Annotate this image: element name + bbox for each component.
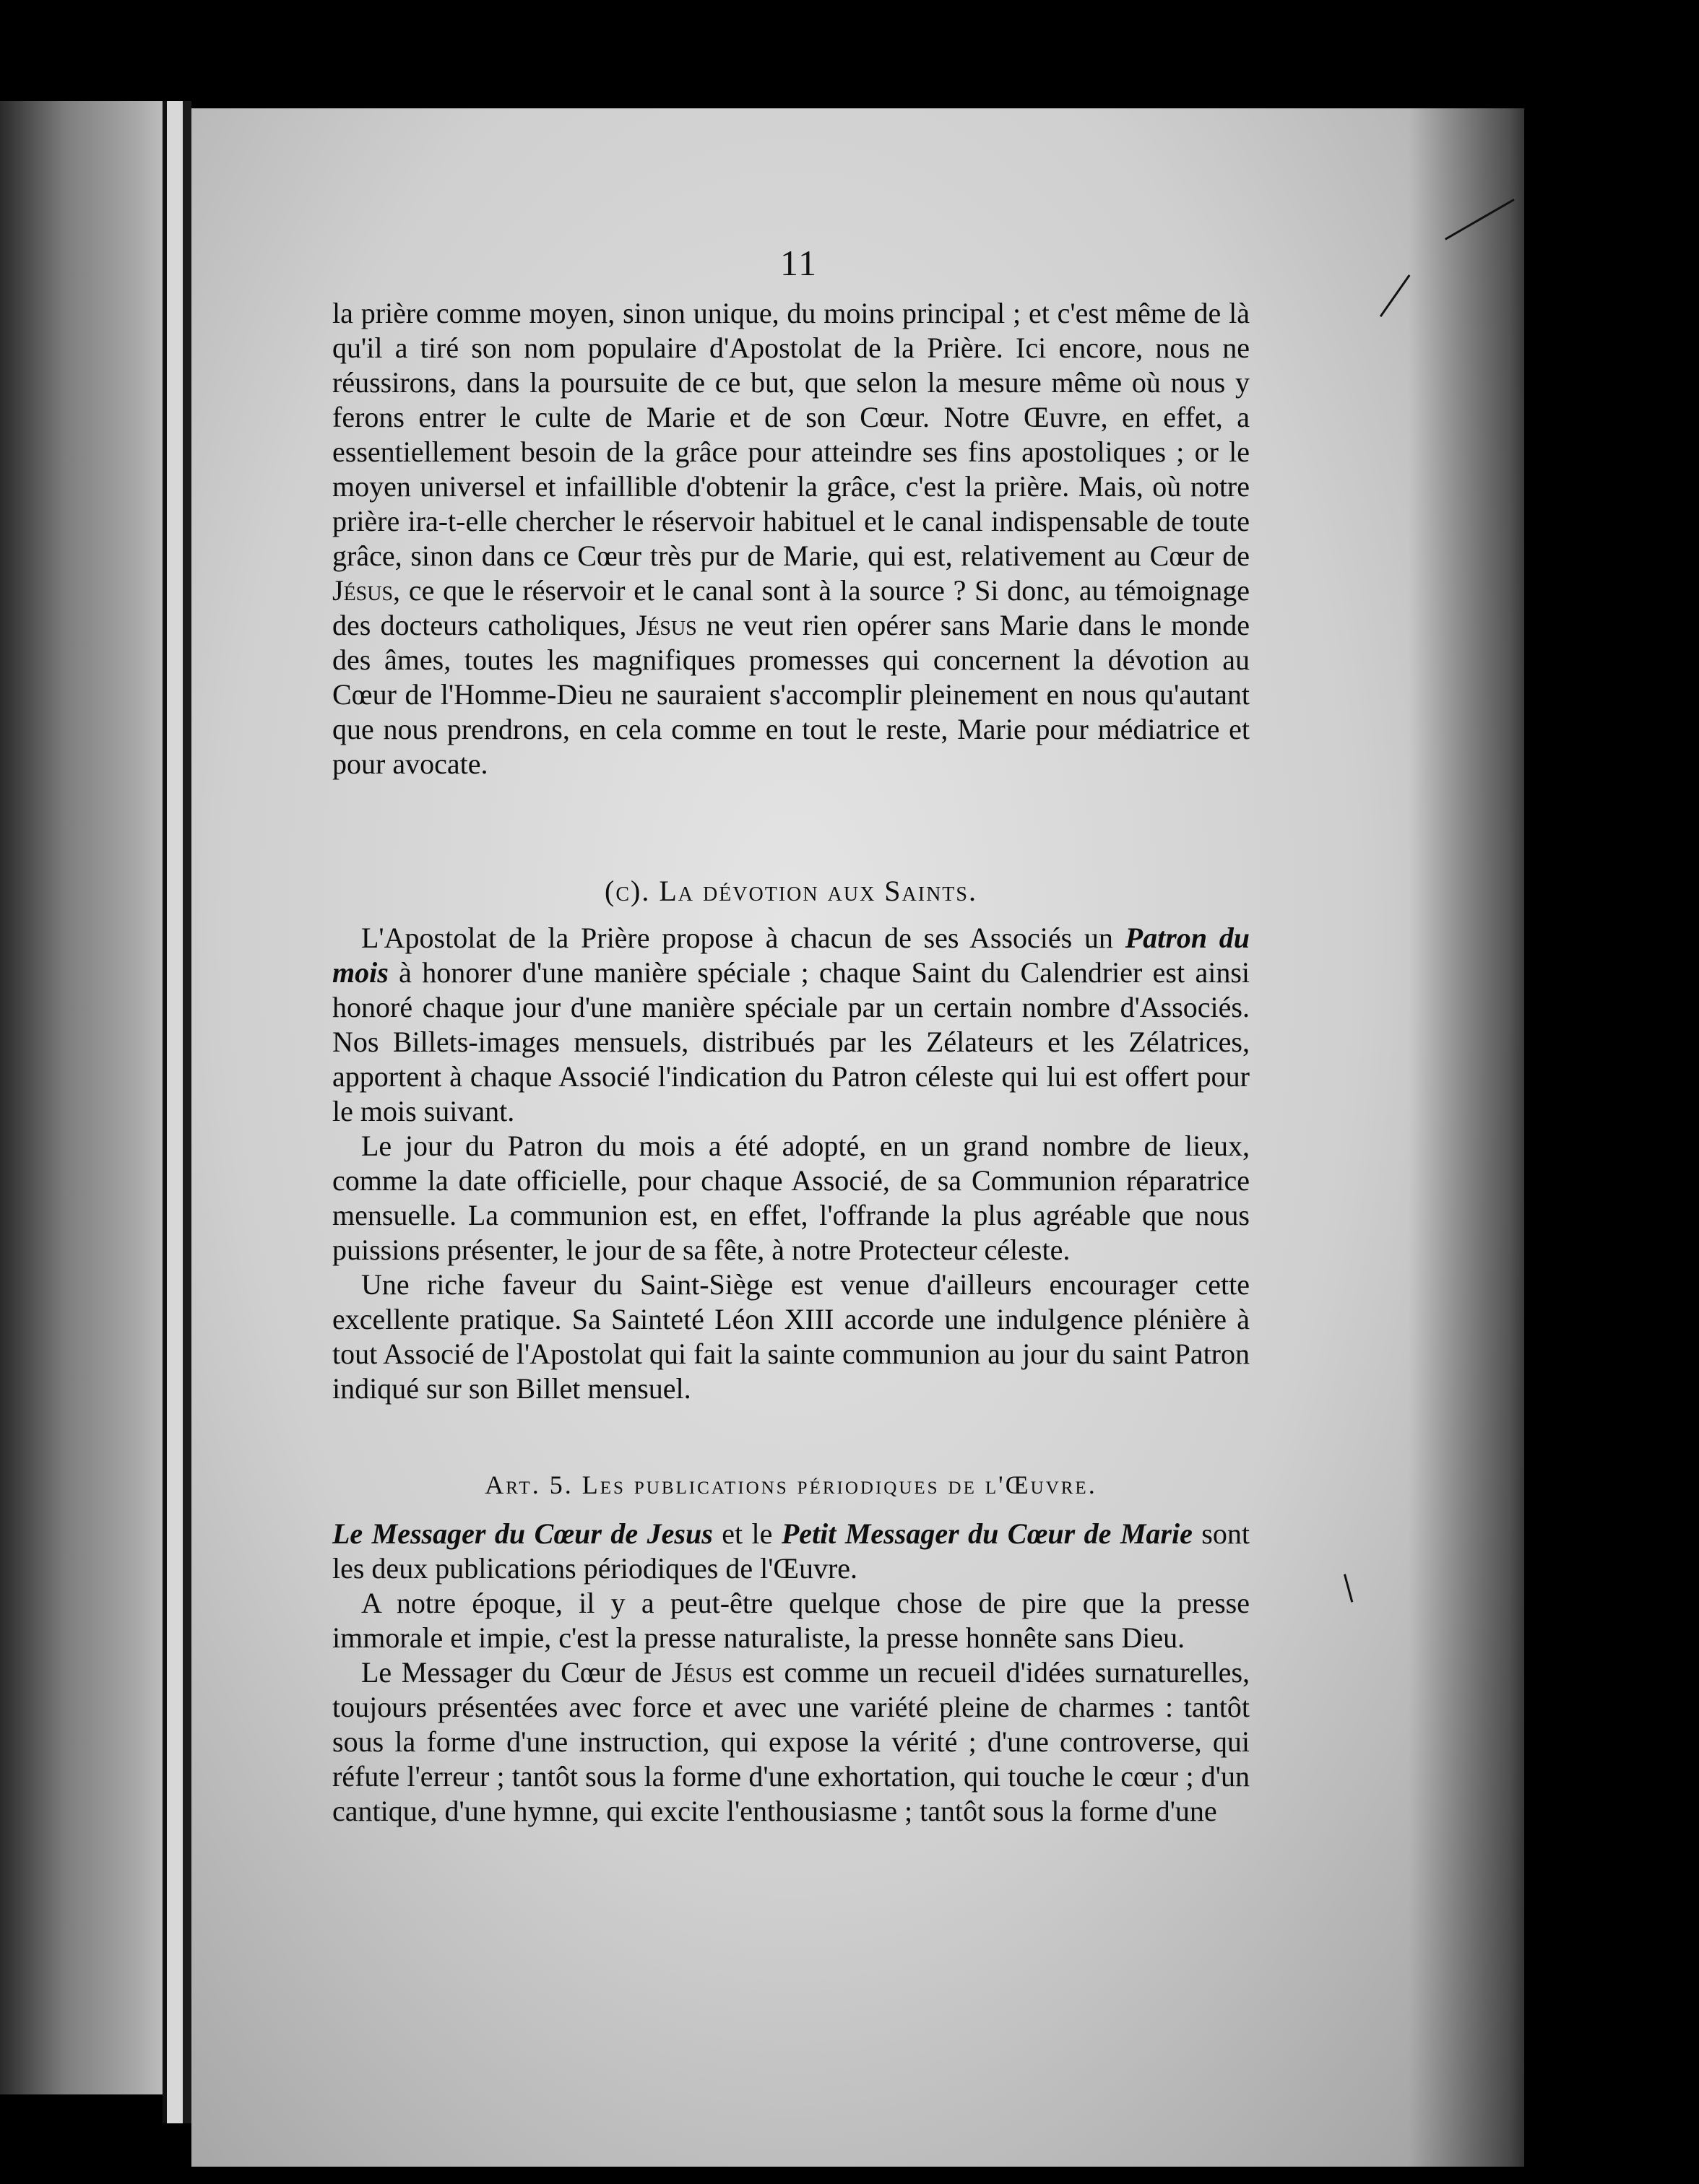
text-run: Le Messager du Cœur de (361, 1656, 672, 1689)
section-publications-body (332, 1517, 1250, 1921)
text-run: à honorer d'une manière spéciale ; chaque Saint du Calendrier est ainsi honoré chaque jour d'une manière spéciale par un certain nombre d'Associés. Nos Billets-images mensuels, distribués par les Zélateurs et les Zélatrices, apportent à chaque Associé l'indication du Patron céleste qui lui est offert pour le mois suivant. (332, 956, 1250, 1127)
paragraph-text (332, 296, 1250, 781)
italic-title: Le Messager du Cœur de Jesus (332, 1517, 713, 1550)
article-heading: Art. 5. Les publications périodiques de l'Œuvre. (485, 1470, 1097, 1499)
text-run: est comme un recueil d'idées surnaturelles, toujours présentées avec force et avec une variété pleine de charmes : tantôt sous la forme d'une instruction, qui expose la vérité ; d'une controverse, qui réfute l'erreur ; tantôt sous la forme d'une exhortation, qui touche le cœur ; d'un cantique, d'une hymne, qui excite l'enthousiasme ; tantôt sous la forme d'une (332, 1656, 1250, 1827)
paragraph-presse: A notre époque, il y a peut-être quelque chose de pire que la presse immorale et impie, c'est la presse naturaliste, la presse honnête sans Dieu. (332, 1587, 1250, 1654)
text-run: la prière comme moyen, sinon unique, du moins principal ; et c'est même de là qu'il a tiré son nom populaire d'Apostolat de la Prière. Ici encore, nous ne réussirons, dans la poursuite de ce but, que selon la mesure même où nous y ferons entrer le culte de Marie et de son Cœur. Notre Œuvre, en effet, a essentiellement besoin de la grâce pour atteindre ses fins apostoliques ; or le moyen universel et infaillible d'obtenir la grâce, c'est la prière. Mais, où notre prière ira-t-elle chercher le réservoir habituel et le canal indispensable de toute grâce, sinon dans ce Cœur très pur de Marie, qui est, relativement au Cœur de (332, 297, 1250, 572)
gutter-strip (167, 101, 183, 2123)
paragraph-indulgence: Une riche faveur du Saint-Siège est venue d'ailleurs encourager cette excellente pratique. Sa Sainteté Léon XIII accorde une indulgence plénière à tout Associé de l'Apostolat qui fait la sainte communion au jour du saint Patron indiqué sur son Billet mensuel. (332, 1268, 1250, 1405)
text-run-jesus: Jésus (671, 1656, 732, 1689)
page-number: 11 (780, 243, 818, 283)
text-run: , ce que le réservoir et le canal sont à la source ? Si donc, au témoignage des docteurs catholiques, (332, 574, 1250, 641)
section-saints-body (332, 921, 1250, 1426)
text-run: sont les deux publications périodiques de l'Œuvre. (332, 1517, 1250, 1585)
paragraph-patron-du-mois (332, 921, 1250, 1129)
text-run: L'Apostolat de la Prière propose à chacun de ses Associés un (361, 922, 1125, 954)
paragraph-messagers (332, 1517, 1250, 1586)
italic-title: Petit Messager du Cœur de Marie (781, 1517, 1193, 1550)
text-run-jesus: Jésus (332, 574, 394, 607)
italic-term: Patron du mois (332, 922, 1250, 989)
text-run: et le (712, 1517, 782, 1550)
section-heading-saints: (c). La dévotion aux Saints. (605, 875, 977, 907)
paragraph-messager-description (332, 1655, 1250, 1829)
text-run: ne veut rien opérer sans Marie dans le monde des âmes, toutes les magnifiques promesses qui concernent la dévotion au Cœur de l'Homme-Dieu ne sauraient s'accomplir pleinement en nous qu'autant que nous prendrons, en cela comme en tout le reste, Marie pour médiatrice et pour avocate. (332, 609, 1250, 780)
facing-page-edge (0, 101, 163, 2094)
paragraph-devotion-marie (332, 296, 1250, 823)
paragraph-communion: Le jour du Patron du mois a été adopté, en un grand nombre de lieux, comme la date officielle, pour chaque Associé, de sa Communion réparatrice mensuelle. La communion est, en effet, l'offrande la plus agréable que nous puissions présenter, le jour de sa fête, à notre Protecteur céleste. (332, 1130, 1250, 1266)
gutter-shadow-inner (183, 101, 191, 2123)
text-run-jesus: Jésus (636, 609, 697, 641)
page-edge-vignette (1409, 108, 1553, 2167)
